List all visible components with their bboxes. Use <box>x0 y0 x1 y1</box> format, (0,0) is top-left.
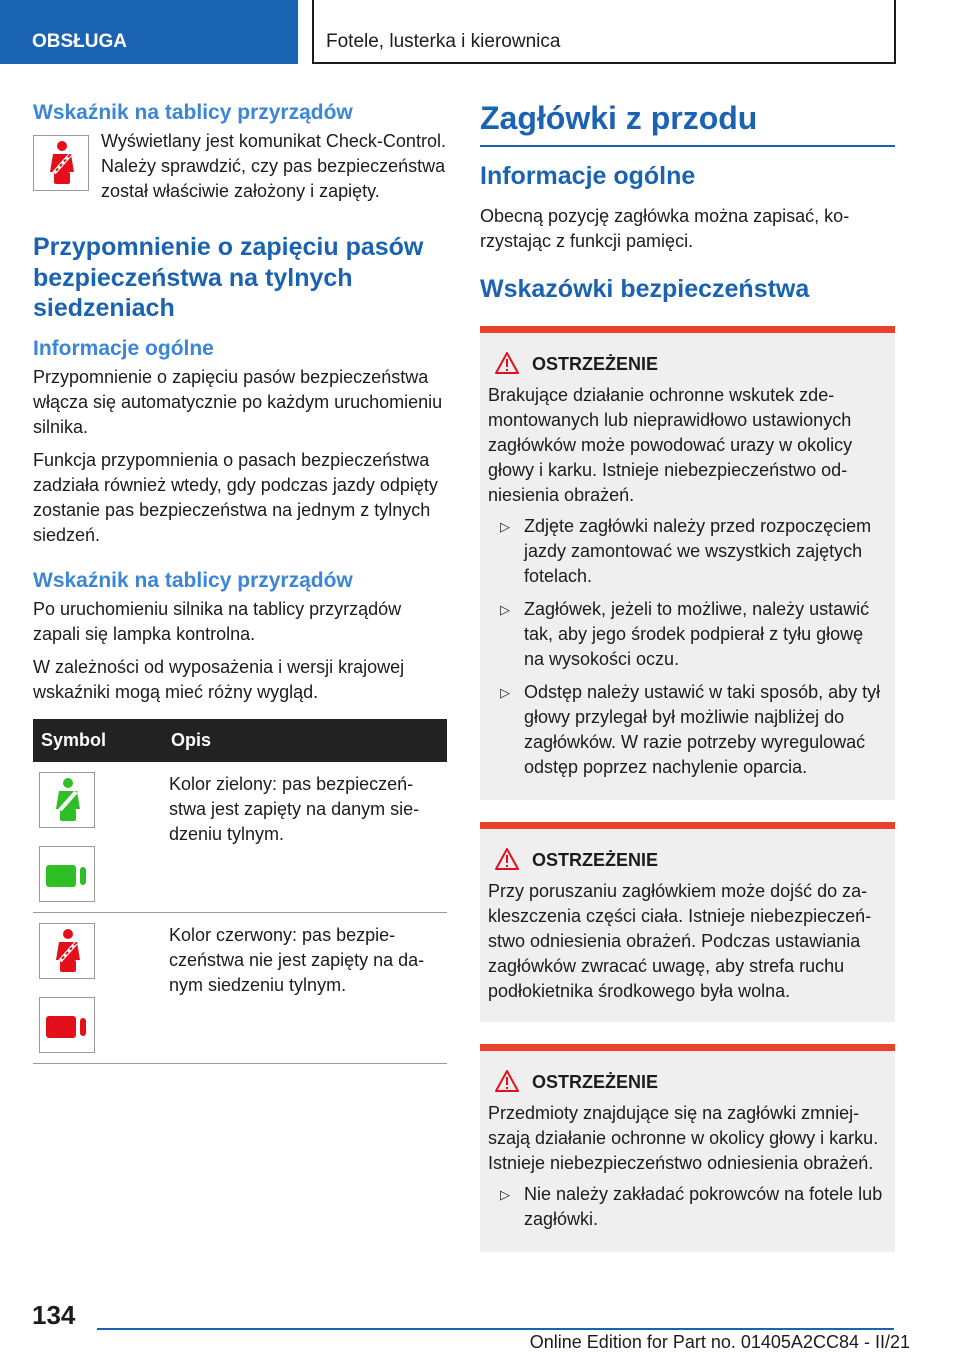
warning-triangle-icon <box>494 847 528 873</box>
heading-indicator: Wskaźnik na tablicy przyrządów <box>33 568 353 592</box>
desc-cell: Kolor czerwony: pas bezpieczeństwa nie jest zapięty na danym siedzeniu tylnym. <box>163 913 447 1064</box>
warning-triangle-icon <box>494 1069 528 1095</box>
seat-red-icon <box>39 997 95 1053</box>
warning-text: Brakujące działanie ochronne wskutek zdemontowanych lub nieprawidłowo ustawionych zagłówków może powodować urazy w okolicy głowy i karku. Istnieje niebezpieczeństwo odniesienia obrażeń. <box>488 385 853 505</box>
seatbelt-red-icon <box>39 923 95 979</box>
seatbelt-green-icon <box>39 772 95 828</box>
seat-green-icon <box>39 846 95 902</box>
warning-list <box>488 514 887 780</box>
symbol-table <box>33 719 447 1064</box>
warning-label: OSTRZEŻENIE <box>532 849 659 870</box>
footer-edition: Online Edition for Part no. 01405A2CC84 - II/21 <box>529 1332 910 1352</box>
table-row <box>33 762 447 913</box>
warning-list <box>488 1182 887 1232</box>
seatbelt-red-icon <box>33 135 89 191</box>
desc-cell: Kolor zielony: pas bezpieczeństwa jest zapięty na danym siedzeniu tylnym. <box>163 762 447 913</box>
warning-box <box>480 326 895 800</box>
right-column <box>480 100 895 1274</box>
list-item: ▷ Nie należy zakładać pokrowców na fotele lub zagłówki. <box>488 1182 887 1232</box>
section-tab: OBSŁUGA <box>0 0 298 64</box>
page-title: Zagłówki z przodu <box>480 100 895 147</box>
table-row <box>33 913 447 1064</box>
heading-general-right: Informacje ogólne <box>480 162 696 190</box>
warning-header <box>488 847 887 873</box>
warning-header <box>488 351 887 377</box>
warning-label: OSTRZEŻENIE <box>532 1071 659 1092</box>
heading-safety: Wskazówki bezpieczeństwa <box>480 274 810 303</box>
warning-text: Przedmioty znajdujące się na zagłówki zmniejszają działanie ochronne w okolicy głowy i karku. Istnieje niebezpieczeństwo odniesienia obrażeń. <box>488 1103 879 1173</box>
warning-box <box>480 1044 895 1252</box>
warning-text: Przy poruszaniu zagłówkiem może dojść do zakleszczenia części ciała. Istnieje niebezpieczeństwo odniesienia obrażeń. Podczas ustawiania zagłówków zwracać uwagę, aby strefa ruchu podłokietnika środkowego była wolna. <box>488 881 872 1001</box>
symbol-cell <box>33 762 163 913</box>
checkcontrol-text: Wyświetlany jest komunikat Check-Control. Należy sprawdzić, czy pas bezpieczeństwa został właściwie założony i zapięty. <box>101 131 446 202</box>
warning-label: OSTRZEŻENIE <box>532 353 659 374</box>
list-item: ▷ Zagłówek, jeżeli to możliwe, należy ustawić tak, aby jego środek podpierał z tyłu głowę na wysokości oczu. <box>488 597 887 672</box>
heading-rear-reminder: Przypomnienie o zapięciu pasów bezpieczeństwa na tylnych siedzeniach <box>33 233 424 323</box>
general-paragraph-2: Funkcja przypomnienia o pasach bezpieczeństwa zadziała również wtedy, gdy podczas jazdy odpięty zostanie pas bezpieczeństwa na jednym z tylnych siedzeń. <box>33 449 438 545</box>
list-item: ▷ Zdjęte zagłówki należy przed rozpoczęciem jazdy zamontować we wszystkich zajętych fotelach. <box>488 514 887 589</box>
chapter-title: Fotele, lusterka i kierownica <box>312 0 896 64</box>
page-number: 134 <box>32 1300 76 1330</box>
heading-indicator-top: Wskaźnik na tablicy przyrządów <box>33 101 353 124</box>
symbol-cell <box>33 913 163 1064</box>
checkcontrol-paragraph <box>33 129 447 212</box>
general-paragraph-1: Przypomnienie o zapięciu pasów bezpieczeństwa włącza się automatycznie po każdym uruchomieniu silnika. <box>33 366 443 437</box>
table-header-symbol: Symbol <box>33 719 163 762</box>
footer-divider <box>97 1328 894 1330</box>
left-column <box>33 100 447 1064</box>
warning-triangle-icon <box>494 351 528 377</box>
table-header-desc: Opis <box>163 719 447 762</box>
list-item: ▷ Odstęp należy ustawić w taki sposób, aby tył głowy przylegał był możliwie najbliżej do zagłówków. W razie potrzeby wyregulować odstęp poprzez nachylenie oparcia. <box>488 680 887 780</box>
indicator-paragraph-2: W zależności od wyposażenia i wersji krajowej wskaźniki mogą mieć różny wygląd. <box>33 657 405 703</box>
indicator-paragraph-1: Po uruchomieniu silnika na tablicy przyrządów zapali się lampka kontrolna. <box>33 599 402 645</box>
heading-general: Informacje ogólne <box>33 336 214 360</box>
warning-box <box>480 822 895 1022</box>
warning-header <box>488 1069 887 1095</box>
general-paragraph-right: Obecną pozycję zagłówka można zapisać, korzystając z funkcji pamięci. <box>480 205 850 251</box>
